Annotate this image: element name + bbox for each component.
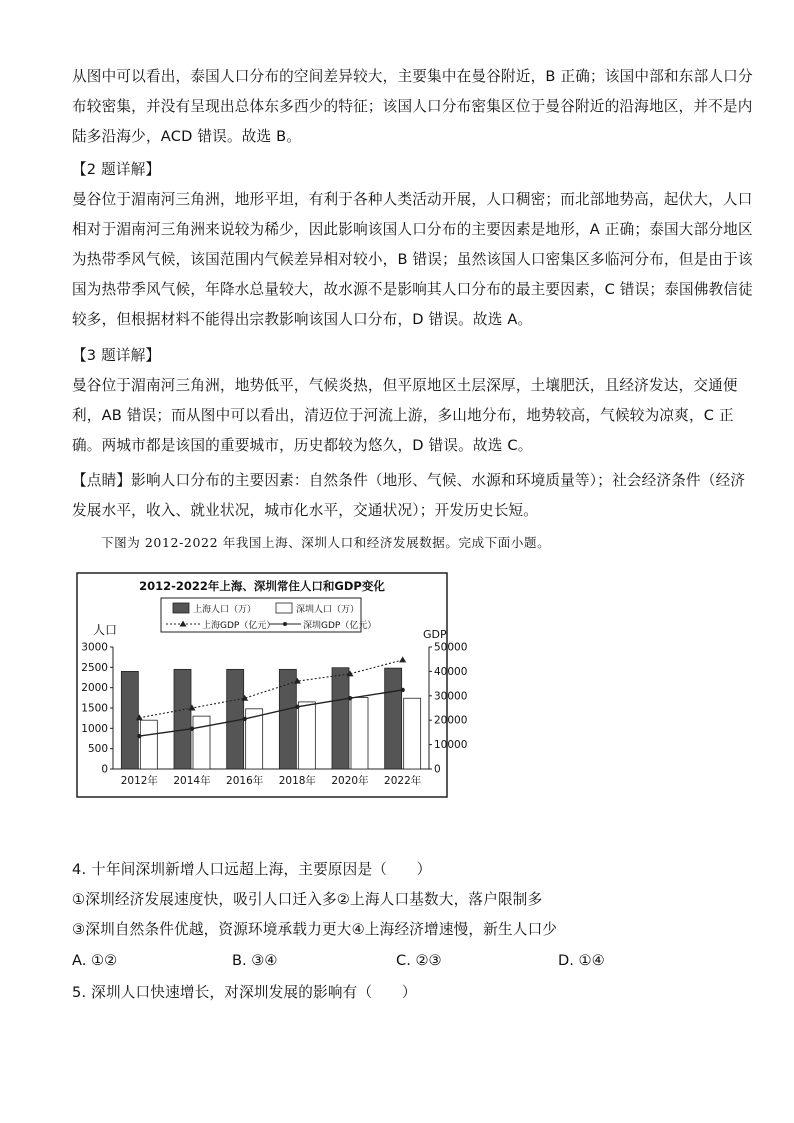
population-gdp-chart — [76, 572, 468, 798]
paragraph-q2-explanation — [72, 185, 753, 335]
legend-label-shanghai-gdp: 上海GDP（亿元） — [202, 621, 276, 631]
right-tick-label: 50000 — [434, 641, 468, 654]
text-line: 曼谷位于湄南河三角洲，地势低平，气候炎热，但平原地区土层深厚，土壤肥沃，且经济发达，交通便 — [72, 377, 738, 394]
point-shenzhen-gdp — [348, 696, 352, 700]
x-tick-label: 2016年 — [226, 775, 264, 787]
text-line: 相对于湄南河三角洲来说较为稀少，因此影响该国人口分布的主要因素是地形，A 正确；泰国大部分地区 — [72, 221, 753, 238]
right-tick-label: 40000 — [434, 665, 468, 678]
option-a[interactable]: A. ①② — [72, 952, 118, 969]
question-4-statements-1: ①深圳经济发展速度快，吸引人口迁入多②上海人口基数大，落户限制多 — [72, 891, 543, 908]
text-line: 从图中可以看出，泰国人口分布的空间差异较大，主要集中在曼谷附近，B 正确；该国中部和东部人口分 — [72, 68, 753, 85]
x-tick-label: 2020年 — [331, 775, 369, 787]
text-line: 为热带季风气候，该国范围内气候差异相对较小，B 错误；虽然该国人口密集区多临河分布，但是由于该 — [72, 251, 753, 268]
question-5-stem: 5. 深圳人口快速增长，对深圳发展的影响有（ ） — [72, 984, 417, 1001]
legend-swatch-shanghai-population — [173, 603, 189, 613]
bar-shanghai-population — [121, 671, 138, 769]
legend-swatch-shenzhen-population — [276, 603, 292, 613]
text-line: 较多，但根据材料不能得出宗教影响该国人口分布，D 错误。故选 A。 — [72, 311, 533, 328]
left-tick-label: 1000 — [81, 722, 108, 735]
legend-label-shenzhen-population: 深圳人口（万） — [296, 605, 360, 615]
text-line: 陆多沿海少，ACD 错误。故选 B。 — [72, 128, 302, 145]
bar-shenzhen-population — [140, 720, 157, 769]
bar-shanghai-population — [385, 668, 402, 769]
heading-q3-detail: 【3 题详解】 — [72, 347, 161, 364]
x-tick-label: 2012年 — [120, 775, 158, 787]
paragraph-q1-explanation — [72, 62, 753, 152]
left-tick-label: 3000 — [81, 641, 108, 654]
paragraph-q3-explanation — [72, 371, 738, 461]
dot-marker-icon — [283, 622, 287, 626]
text-line: 发展水平，收入、就业状况，城市化水平，交通状况）；开发历史长短。 — [72, 502, 539, 519]
left-axis-label: 人口 — [93, 623, 118, 637]
option-c[interactable]: C. ②③ — [396, 952, 442, 969]
text-line: 国为热带季风气候，年降水总量较大，故水源不是影响其人口分布的最主要因素，C 错误；泰国佛教信徒 — [72, 281, 753, 298]
right-tick-label: 20000 — [434, 714, 468, 727]
left-tick-label: 0 — [101, 763, 108, 776]
question-4-statements-2: ③深圳自然条件优越，资源环境承载力更大④上海经济增速慢，新生人口少 — [72, 921, 558, 938]
text-line: 【点睛】影响人口分布的主要因素：自然条件（地形、气候、水源和环境质量等）；社会经济条件（经济 — [72, 472, 746, 489]
bar-shenzhen-population — [351, 697, 368, 769]
left-tick-label: 2000 — [81, 682, 108, 695]
point-shenzhen-gdp — [400, 688, 404, 692]
left-tick-label: 1500 — [81, 702, 108, 715]
x-tick-label: 2018年 — [278, 775, 316, 787]
text-line: 确。两城市都是该国的重要城市，历史都较为悠久，D 错误。故选 C。 — [72, 437, 533, 454]
figure-caption: 下图为 2012-2022 年我国上海、深圳人口和经济发展数据。完成下面小题。 — [101, 535, 551, 550]
text-line: 利，AB 错误；而从图中可以看出，清迈位于河流上游，多山地分布，地势较高，气候较为凉爽，C 正 — [72, 407, 734, 424]
left-tick-label: 2500 — [81, 661, 108, 674]
bar-shenzhen-population — [298, 702, 315, 769]
bar-shanghai-population — [174, 669, 191, 769]
option-b[interactable]: B. ③④ — [232, 952, 278, 969]
bar-shenzhen-population — [404, 698, 421, 769]
right-tick-label: 10000 — [434, 739, 468, 752]
chart-title: 2012-2022年上海、深圳常住人口和GDP变化 — [139, 579, 385, 593]
question-4-stem: 4. 十年间深圳新增人口远超上海，主要原因是（ ） — [72, 861, 432, 878]
right-tick-label: 0 — [434, 763, 441, 776]
point-shenzhen-gdp — [190, 727, 194, 731]
bar-shenzhen-population — [193, 716, 210, 769]
bar-shanghai-population — [332, 668, 349, 769]
text-line: 曼谷位于湄南河三角洲，地形平坦，有利于各种人类活动开展，人口稠密；而北部地势高，起伏大，人口 — [72, 191, 753, 208]
left-tick-label: 500 — [87, 743, 108, 756]
right-axis-label: GDP — [423, 628, 447, 641]
option-d[interactable]: D. ①④ — [558, 952, 605, 969]
point-shenzhen-gdp — [242, 717, 246, 721]
heading-q2-detail: 【2 题详解】 — [72, 161, 161, 178]
legend-label-shanghai-population: 上海人口（万） — [193, 605, 257, 615]
point-shenzhen-gdp — [137, 734, 141, 738]
legend-label-shenzhen-gdp: 深圳GDP（亿元） — [303, 621, 377, 631]
x-tick-label: 2014年 — [173, 775, 211, 787]
note-key-points — [72, 466, 746, 526]
point-shenzhen-gdp — [295, 705, 299, 709]
text-line: 布较密集，并没有呈现出总体东多西少的特征；该国人口分布密集区位于曼谷附近的沿海地区，并不是内 — [72, 98, 753, 115]
right-tick-label: 30000 — [434, 690, 468, 703]
x-tick-label: 2022年 — [384, 775, 422, 787]
